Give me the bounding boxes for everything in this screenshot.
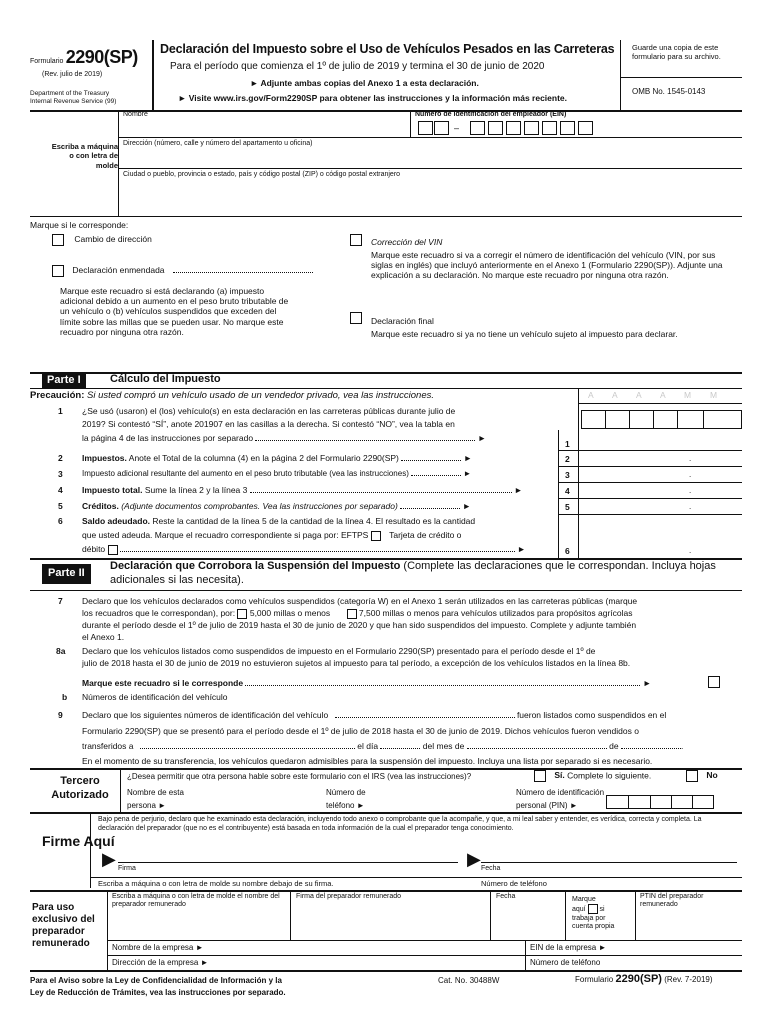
designee-phone-input[interactable] <box>370 792 510 808</box>
transfer-year-input[interactable] <box>621 748 681 749</box>
line6-text-b: que usted adeuda. Marque el recuadro correspondiente si paga por: EFTPS Tarjeta de crédito o <box>82 530 462 540</box>
address-change-row <box>52 234 152 246</box>
date-entry-boxes[interactable] <box>581 410 742 429</box>
visit-instruction: ► Visite www.irs.gov/Form2290SP para obtener las instrucciones y la información más reciente. <box>178 93 568 103</box>
footer-form-id: Formulario 2290(SP) (Rev. 7-2019) <box>575 973 713 985</box>
perjury-statement: Bajo pena de perjurio, declaro que he examinado esta declaración, incluyendo todo anexo o comprobante que la acompañe, y que, a mi leal saber y entender, es verídica, correcta y completa. La declaración del preparador (que no es el contribuyente) está basada en toda información de la cual el preparador tenga conocimiento. <box>98 816 702 832</box>
signature-label: Firma <box>118 865 136 872</box>
print-name-label: Escriba a máquina o con letra de molde su nombre debajo de su firma. <box>98 879 334 888</box>
transfer-day-input[interactable] <box>380 748 420 749</box>
ein-digit-box[interactable] <box>524 121 539 135</box>
line9-text-c: transferidos a el día del mes de de . <box>82 741 684 751</box>
line1-text-a: ¿Se usó (usaron) el (los) vehículo(s) en esta declaración en las carreteras públicas durante julio de <box>82 406 456 416</box>
preparer-name-label: Escriba a máquina o con letra de molde el nombre del preparador remunerado <box>112 893 280 909</box>
part1-title: Cálculo del Impuesto <box>110 373 221 385</box>
7500-miles-checkbox[interactable] <box>347 609 357 619</box>
preparer-label: Para uso exclusivo del preparador remunerado <box>32 902 95 949</box>
line2-num: 2 <box>58 453 63 463</box>
line9-text-a: Declaro que los siguientes números de identificación del vehículo fueron listados como suspendidos en el <box>82 710 667 720</box>
designee-pin-boxes[interactable] <box>606 795 714 809</box>
line3-text: Impuesto adicional resultante del aumento en el peso bruto tributable (vea las instrucciones) ► <box>82 469 472 478</box>
vin-correction-desc: Marque este recuadro si va a corregir el número de identificación del vehículo (VIN, por sus siglas en inglés) que incluyó anteriormente en el Anexo 1 (Formulario 2290(SP)). Adjunte una explicación a su declaración. No marque este recuadro por ninguna otra razón. <box>371 250 723 281</box>
date-arrow-icon: ▶ <box>467 849 481 869</box>
third-party-no-row: No <box>686 770 718 782</box>
ein-digit-box[interactable] <box>488 121 503 135</box>
line8a-text-b: julio de 2018 hasta el 30 de junio de 2019 no estuvieron sujetos al impuesto para tal período, a excepción de los vehículos listados en la línea 8b. <box>82 658 631 668</box>
line6-text-c: débito ► <box>82 544 526 554</box>
designee-name-label: Nombre de esta persona ► <box>127 788 184 810</box>
irs-line: Internal Revenue Service (99) <box>30 98 117 105</box>
attach-instruction: ► Adjunte ambas copias del Anexo 1 a esta declaración. <box>250 78 479 88</box>
box-num-4: 4 <box>565 486 570 496</box>
third-party-label: Tercero Autorizado <box>51 775 109 802</box>
part2-tag: Parte II <box>42 564 91 584</box>
third-party-question: ¿Desea permitir que otra persona hable sobre este formulario con el IRS (vea las instrucciones)? <box>127 772 472 781</box>
revision-date: (Rev. julio de 2019) <box>42 71 103 78</box>
line7-text-b: los recuadros que le correspondan), por: 5,000 millas o menos 7,500 millas o menos para vehículos utilizados para propósitos agrícolas <box>82 608 633 618</box>
firm-address-label: Dirección de la empresa ► <box>112 958 209 967</box>
omb-number: OMB No. 1545-0143 <box>632 87 706 96</box>
name-label: Nombre <box>123 111 148 118</box>
line3-num: 3 <box>58 469 63 479</box>
line2-amount[interactable]: . <box>689 454 692 463</box>
date-letter-row: A A A A M M <box>588 390 718 400</box>
firm-address-input[interactable] <box>222 956 522 969</box>
address-input[interactable] <box>123 150 733 168</box>
ein-digit-box[interactable] <box>578 121 593 135</box>
5000-miles-checkbox[interactable] <box>237 609 247 619</box>
line7-num: 7 <box>58 596 63 606</box>
transferee-input[interactable] <box>140 748 355 749</box>
line1-text-b: 2019? Si contestó “SÍ”, anote 201907 en las casillas a la derecha. Si contestó “NO”, vea la tabla en <box>82 419 455 429</box>
tax-period: Para el período que comienza el 1º de julio de 2019 y termina el 30 de junio de 2020 <box>170 61 545 72</box>
keep-copy-note: Guarde una copia de este formulario para su archivo. <box>632 43 721 61</box>
amended-return-row <box>52 265 313 277</box>
amended-return-desc: Marque este recuadro si está declarando (a) impuesto adicional debido a un aumento en el peso bruto tributable de un vehículo o (b) vehículos suspendidos que exceden del límite sobre las millas que se pueden usar. No marque este recuadro por ninguna otra razón. <box>60 286 289 337</box>
sign-arrow-icon: ▶ <box>102 849 116 869</box>
privacy-notice: Para el Aviso sobre la Ley de Confidencialidad de Información y la Ley de Reducción de Trámites, vea las instrucciones por separado. <box>30 976 286 997</box>
line6-num: 6 <box>58 516 63 526</box>
line7-text-a: Declaro que los vehículos declarados como vehículos suspendidos (categoría W) en el Anexo 1 serán utilizados en las carreteras públicas (marque <box>82 596 638 606</box>
ein-label: Número de identificación del empleador (EIN) <box>415 111 567 118</box>
ein-digit-box[interactable] <box>542 121 557 135</box>
ein-digit-box[interactable] <box>506 121 521 135</box>
part2-title: Declaración que Corrobora la Suspensión del Impuesto (Complete las declaraciones que le correspondan. Incluya hojas adicionales si las necesita). <box>110 560 716 587</box>
firm-name-input[interactable] <box>210 941 520 954</box>
third-party-yes-row: Sí. Complete lo siguiente. <box>534 770 651 782</box>
signature-input[interactable] <box>118 845 458 862</box>
formulario-label: Formulario <box>30 58 64 65</box>
transfer-month-input[interactable] <box>467 748 607 749</box>
firm-name-label: Nombre de la empresa ► <box>112 943 204 952</box>
line4-amount[interactable]: . <box>689 486 692 495</box>
vin-correction-row <box>350 234 362 246</box>
third-party-no-checkbox[interactable] <box>686 770 698 782</box>
part1-tag: Parte I <box>42 373 86 389</box>
final-return-checkbox[interactable] <box>350 312 362 324</box>
line2-text: Impuestos. Anote el Total de la columna (4) en la página 2 del Formulario 2290(SP) ► <box>82 453 473 463</box>
box-num-3: 3 <box>565 470 570 480</box>
line6-text-a: Saldo adeudado. Reste la cantidad de la línea 5 de la cantidad de la línea 4. El resultado es la cantidad <box>82 516 476 526</box>
line1-text-c: la página 4 de las instrucciones por separado ► <box>82 433 487 443</box>
designee-name-input[interactable] <box>175 792 315 808</box>
city-input[interactable] <box>123 181 733 211</box>
self-employed-label: Marque aquí si trabaja por cuenta propia <box>572 896 615 931</box>
line8b-text: Números de identificación del vehículo <box>82 692 228 702</box>
preparer-signature-label: Firma del preparador remunerado <box>296 893 402 900</box>
address-label: Dirección (número, calle y número del apartamento u oficina) <box>123 140 313 147</box>
preparer-date-label: Fecha <box>496 893 516 900</box>
ein-digit-box[interactable] <box>560 121 575 135</box>
line6-amount[interactable]: . <box>689 546 692 555</box>
line9-text-d: En el momento de su transferencia, los vehículos quedaron admisibles para la suspensión del impuesto. Incluya una lista por separado si es necesario. <box>82 756 653 766</box>
city-label: Ciudad o pueblo, provincia o estado, país y código postal (ZIP) o código postal extranjero <box>123 171 401 178</box>
line9-text-b: Formulario 2290(SP) que se presentó para el período desde el 1º de julio de 2018 hasta el 30 de junio de 2019. Dichos vehículos fueron vendidos o <box>82 726 639 736</box>
vin-correction-checkbox[interactable] <box>350 234 362 246</box>
line5-text: Créditos. (Adjunte documentos comprobantes. Vea las instrucciones por separado) ► <box>82 501 471 511</box>
ein-digit-box[interactable] <box>418 121 433 135</box>
sign-phone-label: Número de teléfono <box>481 879 547 888</box>
sign-date-input[interactable] <box>481 845 737 862</box>
form-title: Declaración del Impuesto sobre el Uso de Vehículos Pesados en las Carreteras <box>160 42 615 56</box>
line5-amount[interactable]: . <box>689 502 692 511</box>
box-num-6: 6 <box>565 546 570 556</box>
identity-block <box>30 110 742 216</box>
designee-pin-label: Número de identificación personal (PIN) ► <box>516 788 605 810</box>
address-change-label: Cambio de dirección <box>74 234 152 245</box>
line8a-text-a: Declaro que los vehículos listados como suspendidos de impuesto en el Formulario 2290(SP) presentado para el período desde el 1º de <box>82 646 596 656</box>
firm-ein-label: EIN de la empresa ► <box>530 943 607 952</box>
form-number: 2290(SP) <box>65 47 138 67</box>
precaution-note: Precaución: Si usted compró un vehículo usado de un vendedor privado, vea las instrucciones. <box>30 390 434 401</box>
box-num-1: 1 <box>565 439 570 449</box>
line7-text-d: el Anexo 1. <box>82 632 125 642</box>
credit-debit-checkbox[interactable] <box>108 545 118 555</box>
ptin-label: PTIN del preparador remunerado <box>640 893 704 909</box>
vin-list-input[interactable] <box>335 717 515 718</box>
eftps-checkbox[interactable] <box>371 531 381 541</box>
sign-here-label: Firme Aquí <box>42 833 115 849</box>
print-type-label: Escriba a máquina o con letra de molde <box>51 142 118 170</box>
self-employed-checkbox[interactable] <box>588 904 598 914</box>
vin-correction-label: Corrección del VIN <box>371 237 443 247</box>
line1-num: 1 <box>58 406 63 416</box>
line7-text-c: durante el período desde el 1º de julio de 2019 hasta el 30 de junio de 2020 y que han sido suspendidos del impuesto. Complete y adjunte también <box>82 620 637 630</box>
preparer-phone-label: Número de teléfono <box>530 958 601 967</box>
catalog-number: Cat. No. 30488W <box>438 976 500 985</box>
final-return-desc: Marque este recuadro si ya no tiene un vehículo sujeto al impuesto para declarar. <box>371 329 678 339</box>
ein-digit-box[interactable] <box>470 121 485 135</box>
line4-num: 4 <box>58 485 63 495</box>
final-return-row <box>350 312 362 324</box>
ein-digit-box[interactable] <box>434 121 449 135</box>
third-party-yes-checkbox[interactable] <box>534 770 546 782</box>
box-num-2: 2 <box>565 454 570 464</box>
final-return-label: Declaración final <box>371 316 434 326</box>
address-change-checkbox[interactable] <box>52 234 64 246</box>
line8a-num: 8a <box>56 646 66 656</box>
name-input[interactable] <box>123 120 403 136</box>
check-intro: Marque si le corresponde: <box>30 220 129 230</box>
form-header <box>30 40 742 110</box>
ein-dash: – <box>454 123 460 133</box>
line8a-check-text: Marque este recuadro si le corresponde ► <box>82 678 652 688</box>
department-line: Department of the Treasury <box>30 90 110 97</box>
line9-num: 9 <box>58 710 63 720</box>
line5-num: 5 <box>58 501 63 511</box>
amended-return-checkbox[interactable] <box>52 265 64 277</box>
line4-text: Impuesto total. Sume la línea 2 y la línea 3 ► <box>82 485 523 495</box>
sign-date-label: Fecha <box>481 865 501 872</box>
line8a-checkbox[interactable] <box>708 676 720 688</box>
box-num-5: 5 <box>565 502 570 512</box>
designee-phone-label: Número de teléfono ► <box>326 788 366 810</box>
line8b-num: b <box>62 692 68 702</box>
line3-amount[interactable]: . <box>689 470 692 479</box>
amended-return-label: Declaración enmendada <box>72 265 165 276</box>
